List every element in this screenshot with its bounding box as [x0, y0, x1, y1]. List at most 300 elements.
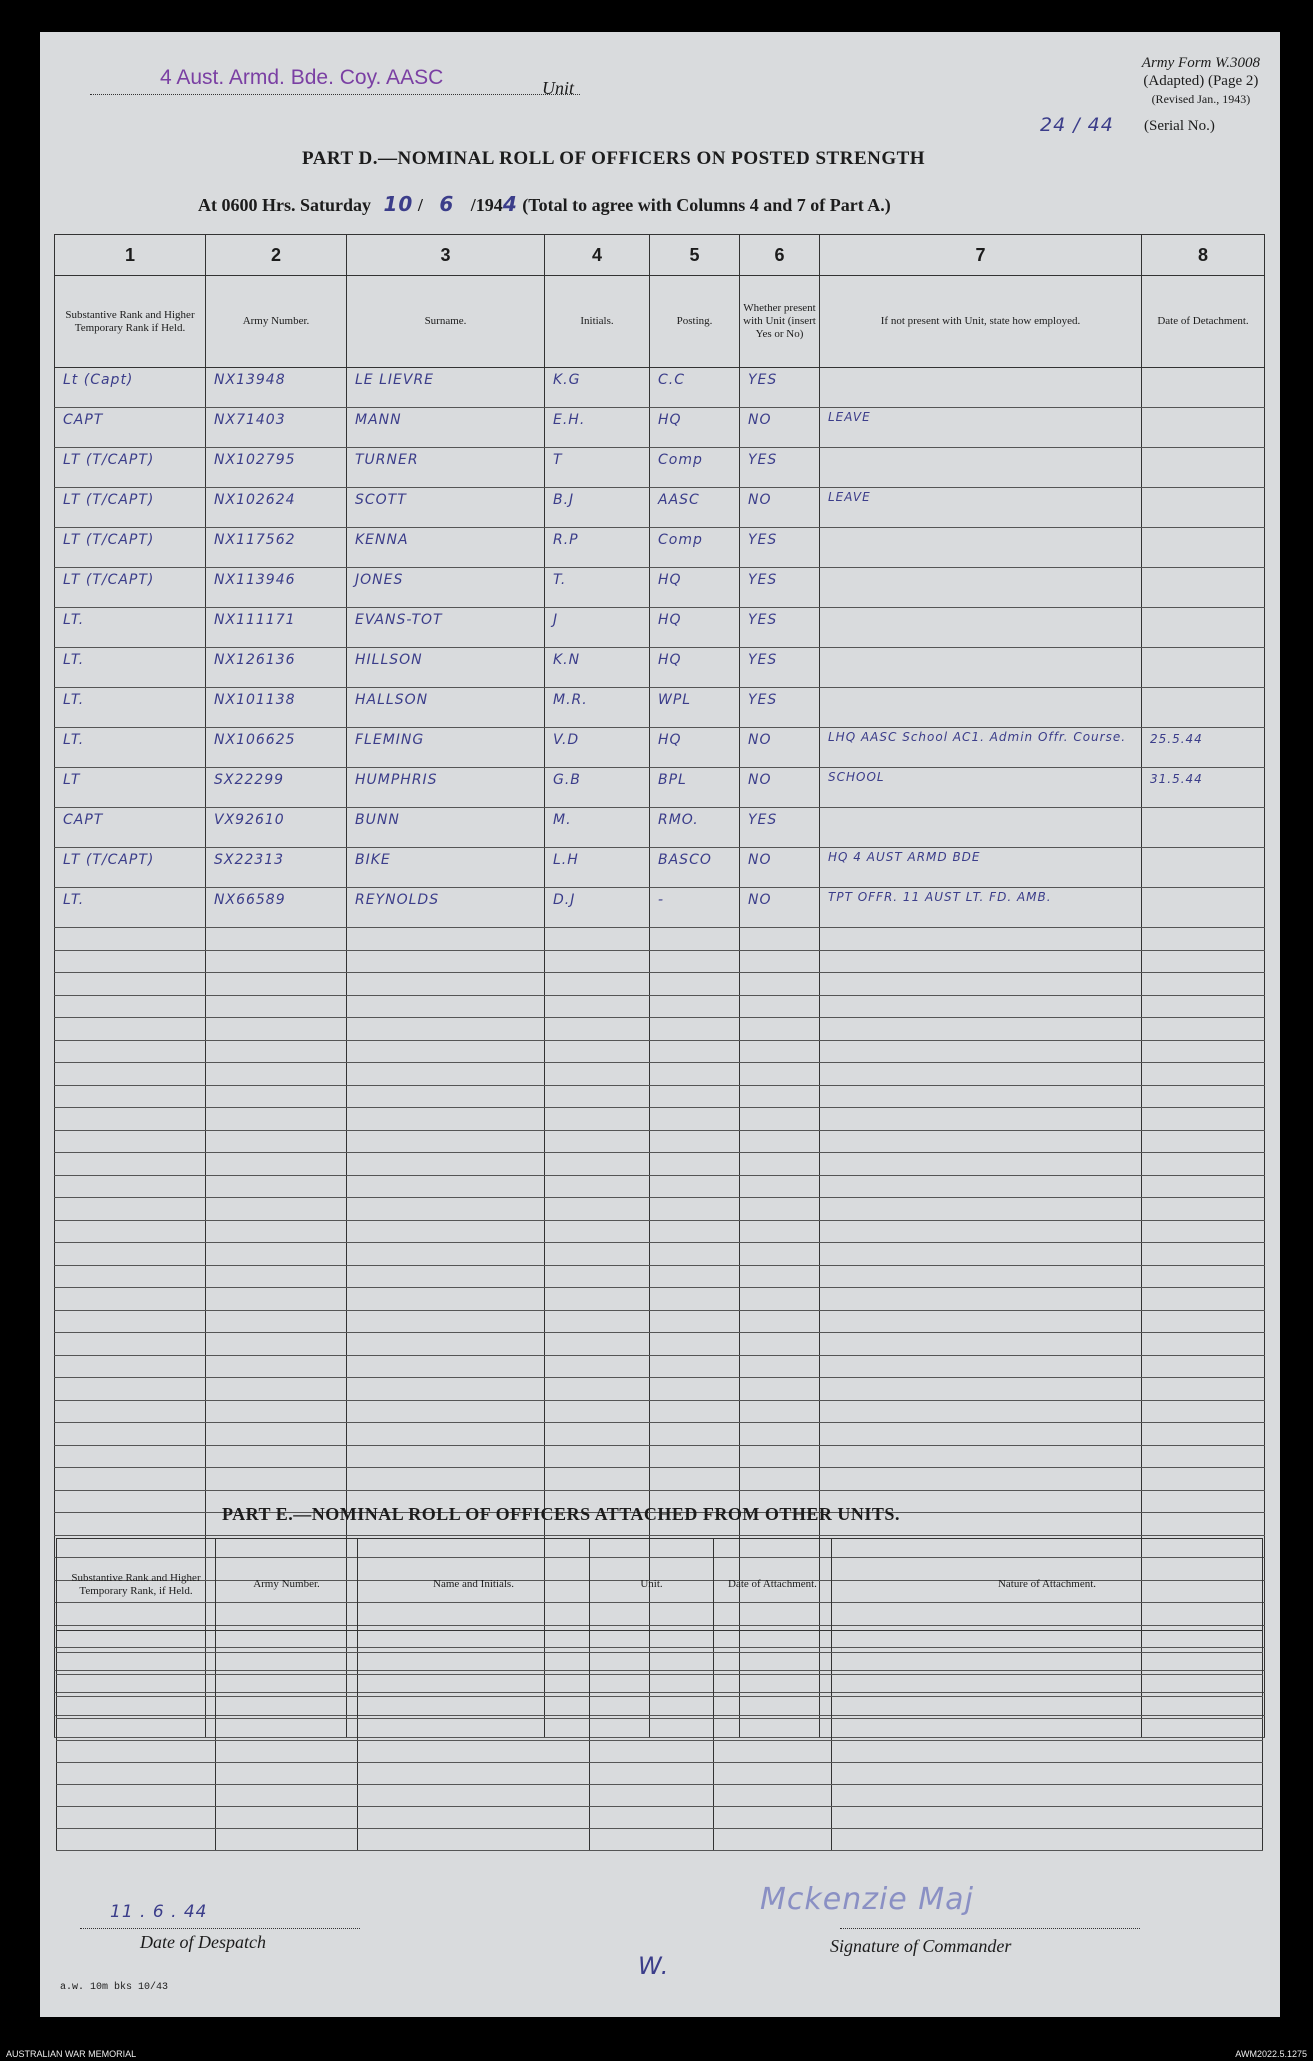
cell-employment [820, 368, 1142, 408]
cell-initials [545, 568, 650, 608]
column-number-row [55, 235, 1265, 276]
cell-surname [347, 1175, 545, 1198]
cell-present [740, 928, 820, 951]
cell-employment [820, 408, 1142, 448]
cell-present [740, 1130, 820, 1153]
cell-surname [347, 1108, 545, 1131]
table-row [55, 848, 1265, 888]
entry-employment: HQ 4 AUST ARMD BDE [828, 850, 981, 864]
signature-label: Signature of Commander [830, 1936, 1012, 1956]
column-header-row [55, 276, 1265, 368]
e-cell-name [358, 1785, 590, 1807]
cell-army-number [206, 1378, 347, 1401]
cell-present [740, 1288, 820, 1311]
cell-initials [545, 1040, 650, 1063]
cell-employment [820, 1153, 1142, 1176]
entry-initials: K.G [553, 372, 581, 388]
entry-initials: D.J [553, 892, 576, 908]
e-header-army-number: Army Number. [216, 1539, 358, 1631]
cell-army-number [206, 1108, 347, 1131]
date-month: 6 [439, 192, 455, 216]
cell-army-number [206, 728, 347, 768]
col-header-present: Whether present with Unit (insert Yes or No) [740, 276, 820, 368]
entry-posting: HQ [658, 572, 682, 588]
signature-line [840, 1928, 1140, 1929]
cell-present [740, 1423, 820, 1446]
e-cell-nature [832, 1829, 1263, 1851]
table-row [55, 1108, 1265, 1131]
cell-detachment-date [1142, 1130, 1265, 1153]
cell-posting [650, 528, 740, 568]
e-cell-unit [590, 1697, 714, 1719]
entry-posting: AASC [658, 492, 700, 508]
despatch-line [80, 1928, 360, 1929]
entry-posting: Comp [658, 532, 703, 548]
cell-army-number [206, 928, 347, 951]
e-cell-name [358, 1631, 590, 1653]
cell-surname [347, 368, 545, 408]
cell-present [740, 608, 820, 648]
entry-present: NO [748, 852, 772, 868]
entry-posting: Comp [658, 452, 703, 468]
serial-label: (Serial No.) [1144, 118, 1215, 134]
table-row [57, 1631, 1263, 1653]
cell-rank [55, 1355, 206, 1378]
cell-initials [545, 1130, 650, 1153]
entry-army-number: NX101138 [214, 692, 296, 708]
e-cell-unit [590, 1785, 714, 1807]
cell-employment [820, 1445, 1142, 1468]
e-cell-rank [57, 1829, 216, 1851]
table-row [55, 1288, 1265, 1311]
entry-army-number: NX102624 [214, 492, 296, 508]
cell-surname [347, 1085, 545, 1108]
cell-army-number [206, 1423, 347, 1446]
entry-initials: M.R. [553, 692, 588, 708]
entry-army-number: NX111171 [214, 612, 296, 628]
cell-detachment-date [1142, 1310, 1265, 1333]
cell-rank [55, 950, 206, 973]
cell-rank [55, 1513, 206, 1536]
table-row [55, 1445, 1265, 1468]
e-cell-army-number [216, 1785, 358, 1807]
cell-posting [650, 1310, 740, 1333]
cell-present [740, 1468, 820, 1491]
cell-detachment-date [1142, 1333, 1265, 1356]
cell-employment [820, 1040, 1142, 1063]
cell-posting [650, 1130, 740, 1153]
form-adapted: (Adapted) (Page 2) [1143, 73, 1259, 89]
cell-detachment-date [1142, 448, 1265, 488]
cell-detachment-date [1142, 1153, 1265, 1176]
table-row [57, 1675, 1263, 1697]
cell-posting [650, 368, 740, 408]
cell-employment [820, 848, 1142, 888]
cell-army-number [206, 1018, 347, 1041]
cell-surname [347, 568, 545, 608]
cell-present [740, 528, 820, 568]
subtitle-suffix: (Total to agree with Columns 4 and 7 of Part A.) [522, 195, 891, 215]
cell-employment [820, 1468, 1142, 1491]
cell-army-number [206, 1288, 347, 1311]
cell-detachment-date [1142, 1400, 1265, 1423]
cell-surname [347, 995, 545, 1018]
form-revised: (Revised Jan., 1943) [1151, 92, 1251, 106]
e-cell-attachment-date [714, 1719, 832, 1741]
e-cell-nature [832, 1653, 1263, 1675]
cell-employment [820, 1310, 1142, 1333]
cell-detachment-date [1142, 408, 1265, 448]
cell-surname [347, 1355, 545, 1378]
entry-employment: SCHOOL [828, 770, 885, 784]
e-cell-rank [57, 1675, 216, 1697]
cell-present [740, 728, 820, 768]
form-number: Army Form W.3008 [1141, 55, 1260, 71]
e-cell-name [358, 1675, 590, 1697]
cell-present [740, 1310, 820, 1333]
entry-surname: LE LIEVRE [355, 372, 435, 388]
cell-rank [55, 1243, 206, 1266]
e-header-rank: Substantive Rank and Higher Temporary Rank, if Held. [57, 1539, 216, 1631]
entry-rank: LT [63, 772, 81, 788]
cell-initials [545, 1175, 650, 1198]
cell-employment [820, 648, 1142, 688]
cell-present [740, 1085, 820, 1108]
table-row [55, 1310, 1265, 1333]
entry-rank: Lt (Capt) [63, 372, 134, 388]
e-cell-nature [832, 1719, 1263, 1741]
cell-posting [650, 1265, 740, 1288]
e-cell-attachment-date [714, 1763, 832, 1785]
entry-army-number: NX106625 [214, 732, 296, 748]
entry-initials: G.B [553, 772, 581, 788]
printer-code: a.w. 10m bks 10/43 [60, 1982, 169, 1993]
e-cell-attachment-date [714, 1829, 832, 1851]
e-cell-attachment-date [714, 1653, 832, 1675]
e-cell-attachment-date [714, 1807, 832, 1829]
cell-initials [545, 648, 650, 688]
cell-army-number [206, 1220, 347, 1243]
cell-initials [545, 1108, 650, 1131]
table-row [55, 728, 1265, 768]
cell-detachment-date [1142, 568, 1265, 608]
cell-present [740, 973, 820, 996]
cell-rank [55, 1018, 206, 1041]
e-header-unit: Unit. [590, 1539, 714, 1631]
cell-surname [347, 1220, 545, 1243]
cell-detachment-date [1142, 1288, 1265, 1311]
cell-detachment-date [1142, 1355, 1265, 1378]
cell-rank [55, 1130, 206, 1153]
part-d-title: PART D.—NOMINAL ROLL OF OFFICERS ON POSTED STRENGTH [302, 148, 926, 169]
table-row [55, 768, 1265, 808]
entry-posting: HQ [658, 732, 682, 748]
cell-initials [545, 1310, 650, 1333]
cell-detachment-date [1142, 973, 1265, 996]
cell-surname [347, 768, 545, 808]
cell-present [740, 1108, 820, 1131]
cell-detachment-date [1142, 1513, 1265, 1536]
col-header-surname: Surname. [347, 276, 545, 368]
cell-posting [650, 1423, 740, 1446]
e-cell-rank [57, 1741, 216, 1763]
cell-detachment-date [1142, 1445, 1265, 1468]
cell-rank [55, 648, 206, 688]
entry-posting: - [658, 892, 665, 908]
cell-posting [650, 1040, 740, 1063]
cell-army-number [206, 1085, 347, 1108]
cell-surname [347, 1333, 545, 1356]
cell-initials [545, 1243, 650, 1266]
cell-posting [650, 888, 740, 928]
e-cell-army-number [216, 1719, 358, 1741]
table-row [55, 408, 1265, 448]
cell-posting [650, 928, 740, 951]
cell-detachment-date [1142, 1423, 1265, 1446]
cell-detachment-date [1142, 1265, 1265, 1288]
e-cell-attachment-date [714, 1785, 832, 1807]
cell-surname [347, 808, 545, 848]
e-cell-rank [57, 1785, 216, 1807]
table-row [55, 608, 1265, 648]
cell-employment [820, 768, 1142, 808]
cell-rank [55, 1468, 206, 1491]
entry-surname: BUNN [355, 812, 400, 828]
cell-present [740, 368, 820, 408]
cell-detachment-date [1142, 848, 1265, 888]
cell-detachment-date [1142, 608, 1265, 648]
cell-present [740, 1063, 820, 1086]
cell-initials [545, 1378, 650, 1401]
entry-rank: LT (T/CAPT) [63, 492, 155, 508]
cell-detachment-date [1142, 648, 1265, 688]
e-cell-army-number [216, 1763, 358, 1785]
table-row [55, 648, 1265, 688]
unit-stamp: 4 Aust. Armd. Bde. Coy. AASC [160, 66, 444, 89]
table-row [55, 1378, 1265, 1401]
e-cell-nature [832, 1631, 1263, 1653]
archive-reference: AWM2022.5.1275 [1235, 2049, 1307, 2059]
cell-army-number [206, 973, 347, 996]
cell-posting [650, 1018, 740, 1041]
cell-posting [650, 1063, 740, 1086]
archive-name: AUSTRALIAN WAR MEMORIAL [6, 2049, 137, 2059]
entry-posting: BPL [658, 772, 687, 788]
table-row [55, 1220, 1265, 1243]
cell-posting [650, 608, 740, 648]
entry-posting: HQ [658, 612, 682, 628]
e-cell-rank [57, 1763, 216, 1785]
cell-detachment-date [1142, 1175, 1265, 1198]
cell-present [740, 1243, 820, 1266]
cell-rank [55, 448, 206, 488]
cell-initials [545, 888, 650, 928]
cell-employment [820, 995, 1142, 1018]
entry-surname: MANN [355, 412, 402, 428]
entry-posting: WPL [658, 692, 692, 708]
cell-surname [347, 1423, 545, 1446]
cell-employment [820, 1018, 1142, 1041]
cell-surname [347, 1265, 545, 1288]
table-row [55, 1468, 1265, 1491]
entry-rank: LT. [63, 892, 85, 908]
cell-employment [820, 888, 1142, 928]
cell-initials [545, 950, 650, 973]
cell-posting [650, 1355, 740, 1378]
cell-army-number [206, 768, 347, 808]
cell-initials [545, 1063, 650, 1086]
entry-army-number: NX13948 [214, 372, 286, 388]
cell-detachment-date [1142, 1085, 1265, 1108]
date-sep: / [417, 195, 423, 215]
cell-posting [650, 688, 740, 728]
cell-present [740, 848, 820, 888]
cell-present [740, 1265, 820, 1288]
cell-posting [650, 1085, 740, 1108]
commander-signature: Mckenzie Maj [760, 1882, 974, 1917]
cell-initials [545, 1333, 650, 1356]
table-row [55, 888, 1265, 928]
cell-surname [347, 1040, 545, 1063]
entry-surname: HILLSON [355, 652, 423, 668]
entry-posting: C.C [658, 372, 686, 388]
table-row [57, 1719, 1263, 1741]
entry-rank: LT (T/CAPT) [63, 532, 155, 548]
table-row [57, 1785, 1263, 1807]
cell-employment [820, 1288, 1142, 1311]
e-cell-unit [590, 1741, 714, 1763]
cell-detachment-date [1142, 808, 1265, 848]
entry-present: YES [748, 692, 778, 708]
cell-army-number [206, 448, 347, 488]
cell-surname [347, 888, 545, 928]
cell-detachment-date [1142, 1490, 1265, 1513]
col-header-employment: If not present with Unit, state how employed. [820, 276, 1142, 368]
cell-employment [820, 1198, 1142, 1221]
cell-surname [347, 1288, 545, 1311]
entry-surname: SCOTT [355, 492, 407, 508]
cell-posting [650, 973, 740, 996]
entry-rank: LT (T/CAPT) [63, 572, 155, 588]
cell-present [740, 648, 820, 688]
entry-present: YES [748, 652, 778, 668]
cell-employment [820, 808, 1142, 848]
cell-rank [55, 1445, 206, 1468]
cell-employment [820, 488, 1142, 528]
e-cell-army-number [216, 1675, 358, 1697]
table-row [55, 1265, 1265, 1288]
entry-rank: CAPT [63, 812, 104, 828]
entry-present: NO [748, 732, 772, 748]
cell-posting [650, 1220, 740, 1243]
cell-rank [55, 1310, 206, 1333]
col-header-rank: Substantive Rank and Higher Temporary Rank if Held. [55, 276, 206, 368]
cell-surname [347, 1378, 545, 1401]
e-cell-rank [57, 1631, 216, 1653]
entry-detachment-date: 25.5.44 [1150, 732, 1203, 746]
table-row [55, 568, 1265, 608]
cell-surname [347, 728, 545, 768]
cell-initials [545, 488, 650, 528]
col-num-5: 5 [650, 235, 740, 276]
part-e-header-row [57, 1539, 1263, 1631]
cell-posting [650, 568, 740, 608]
cell-initials [545, 768, 650, 808]
entry-surname: JONES [355, 572, 404, 588]
cell-employment [820, 1333, 1142, 1356]
cell-surname [347, 1063, 545, 1086]
e-cell-attachment-date [714, 1697, 832, 1719]
cell-surname [347, 1153, 545, 1176]
cell-posting [650, 848, 740, 888]
part-d-subtitle [198, 192, 891, 216]
e-cell-unit [590, 1675, 714, 1697]
entry-present: YES [748, 612, 778, 628]
cell-present [740, 950, 820, 973]
cell-rank [55, 488, 206, 528]
col-num-4: 4 [545, 235, 650, 276]
cell-rank [55, 1288, 206, 1311]
entry-present: NO [748, 492, 772, 508]
entry-army-number: NX71403 [214, 412, 286, 428]
cell-present [740, 1333, 820, 1356]
cell-employment [820, 1243, 1142, 1266]
cell-detachment-date [1142, 888, 1265, 928]
cell-initials [545, 368, 650, 408]
cell-army-number [206, 488, 347, 528]
entry-initials: E.H. [553, 412, 586, 428]
cell-army-number [206, 950, 347, 973]
col-num-8: 8 [1142, 235, 1265, 276]
cell-rank [55, 1423, 206, 1446]
cell-initials [545, 688, 650, 728]
entry-army-number: NX102795 [214, 452, 296, 468]
cell-rank [55, 688, 206, 728]
cell-rank [55, 1153, 206, 1176]
table-row [55, 1085, 1265, 1108]
cell-employment [820, 950, 1142, 973]
cell-army-number [206, 888, 347, 928]
cell-present [740, 1198, 820, 1221]
cell-initials [545, 1288, 650, 1311]
e-cell-rank [57, 1653, 216, 1675]
cell-rank [55, 768, 206, 808]
cell-army-number [206, 1355, 347, 1378]
serial-number: 24 / 44 [1040, 114, 1114, 136]
entry-initials: T. [553, 572, 567, 588]
cell-posting [650, 995, 740, 1018]
despatch-label: Date of Despatch [140, 1932, 266, 1952]
cell-initials [545, 1468, 650, 1491]
cell-rank [55, 1085, 206, 1108]
cell-posting [650, 808, 740, 848]
entry-detachment-date: 31.5.44 [1150, 772, 1203, 786]
table-row [57, 1741, 1263, 1763]
e-cell-rank [57, 1697, 216, 1719]
table-row [55, 528, 1265, 568]
e-cell-unit [590, 1653, 714, 1675]
entry-rank: LT. [63, 732, 85, 748]
cell-army-number [206, 608, 347, 648]
cell-detachment-date [1142, 1040, 1265, 1063]
cell-posting [650, 408, 740, 448]
part-e-table [56, 1538, 1263, 1851]
entry-initials: T [553, 452, 563, 468]
entry-rank: LT (T/CAPT) [63, 852, 155, 868]
cell-detachment-date [1142, 1378, 1265, 1401]
cell-employment [820, 1220, 1142, 1243]
cell-army-number [206, 528, 347, 568]
